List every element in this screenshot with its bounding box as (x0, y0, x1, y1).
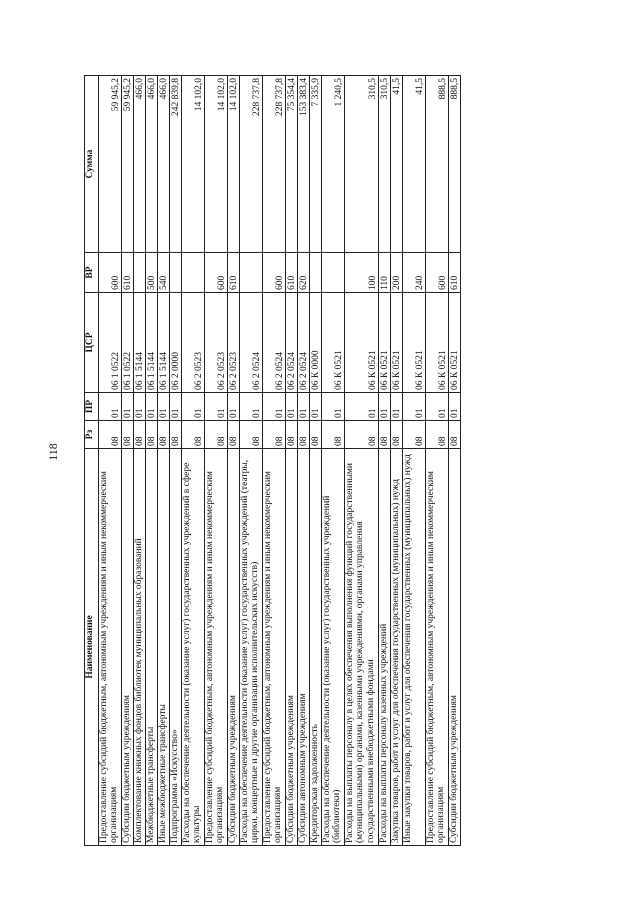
cell-name: Иные межбюджетные трансферты (158, 449, 170, 846)
table-row (379, 76, 391, 846)
cell-sum: 466,0 (158, 76, 170, 253)
table-row (345, 76, 379, 846)
cell-sum: 310,5 (345, 76, 379, 253)
cell-name: Межбюджетные трансферты (146, 449, 158, 846)
table-row (99, 76, 122, 846)
cell-vr: 540 (158, 253, 170, 293)
table-row (286, 76, 298, 846)
table-row (170, 76, 182, 846)
table-row (122, 76, 134, 846)
cell-pr: 01 (263, 393, 286, 421)
cell-sum: 1 240,5 (322, 76, 345, 253)
cell-name: Субсидии автономным учреждениям (298, 449, 310, 846)
cell-rz: 08 (403, 421, 426, 449)
cell-rz: 08 (170, 421, 182, 449)
cell-vr: 200 (391, 253, 403, 293)
table-row (298, 76, 310, 846)
cell-rz: 08 (379, 421, 391, 449)
header-name: Наименование (85, 449, 99, 846)
cell-pr: 01 (322, 393, 345, 421)
cell-csr: 06 К 0521 (449, 293, 461, 393)
cell-csr: 06 2 0524 (240, 293, 263, 393)
cell-csr: 06 К 0521 (345, 293, 379, 393)
cell-name: Подпрограмма «Искусство» (170, 449, 182, 846)
cell-csr: 06 1 5144 (146, 293, 158, 393)
table-row (228, 76, 240, 846)
cell-name: Предоставление субсидий бюджетным, автономным учреждениям и иным некоммерческим организациям (99, 449, 122, 846)
cell-name: Расходы на выплаты персоналу казенных учреждений (379, 449, 391, 846)
cell-pr: 01 (182, 393, 205, 421)
cell-csr: 06 К 0521 (391, 293, 403, 393)
cell-pr: 01 (379, 393, 391, 421)
cell-vr (240, 253, 263, 293)
cell-name: Расходы на обеспечение деятельности (оказание услуг) государственных учреждений (библиотеки) (322, 449, 345, 846)
cell-name: Иные закупки товаров, работ и услуг для обеспечения государственных (муниципальных) нужд (403, 449, 426, 846)
table-row (310, 76, 322, 846)
cell-name: Закупка товаров, работ и услуг для обеспечения государственных (муниципальных) нужд (391, 449, 403, 846)
cell-name: Кредиторская задолженность (310, 449, 322, 846)
cell-csr: 06 К 0521 (403, 293, 426, 393)
cell-vr: 610 (286, 253, 298, 293)
cell-pr: 01 (240, 393, 263, 421)
cell-rz: 08 (345, 421, 379, 449)
cell-sum: 466,0 (146, 76, 158, 253)
cell-pr: 01 (298, 393, 310, 421)
table-row (240, 76, 263, 846)
cell-csr: 06 К 0521 (379, 293, 391, 393)
cell-pr: 01 (99, 393, 122, 421)
table-row (391, 76, 403, 846)
cell-name: Предоставление субсидий бюджетным, автономным учреждениям и иным некоммерческим организациям (426, 449, 449, 846)
table-row (426, 76, 449, 846)
cell-pr: 01 (426, 393, 449, 421)
table-header-row (85, 76, 99, 846)
cell-sum: 228 737,8 (263, 76, 286, 253)
cell-rz: 08 (263, 421, 286, 449)
cell-csr: 06 2 0523 (182, 293, 205, 393)
cell-sum: 14 102,0 (205, 76, 228, 253)
cell-pr: 01 (134, 393, 146, 421)
budget-table (84, 75, 461, 846)
cell-csr: 06 2 0000 (170, 293, 182, 393)
cell-vr (310, 253, 322, 293)
cell-pr: 01 (449, 393, 461, 421)
header-pr: ПР (85, 393, 99, 421)
cell-rz: 08 (240, 421, 263, 449)
cell-pr: 01 (345, 393, 379, 421)
cell-vr: 610 (122, 253, 134, 293)
cell-rz: 08 (99, 421, 122, 449)
table-row (449, 76, 461, 846)
cell-csr: 06 2 0524 (263, 293, 286, 393)
cell-sum: 41,5 (403, 76, 426, 253)
cell-name: Расходы на обеспечение деятельности (оказание услуг) государственных учреждений (театры, цирки, концертные и другие организации исполнительских искусств) (240, 449, 263, 846)
cell-pr: 01 (403, 393, 426, 421)
cell-csr: 06 2 0524 (298, 293, 310, 393)
cell-name: Расходы на выплаты персоналу в целях обеспечения выполнения функций государственными (муниципальными) органами, казенными учреждениями, органами управления государственными внебюджетными фондами (345, 449, 379, 846)
cell-vr (322, 253, 345, 293)
cell-rz: 08 (298, 421, 310, 449)
cell-pr: 01 (391, 393, 403, 421)
cell-rz: 08 (228, 421, 240, 449)
cell-pr: 01 (205, 393, 228, 421)
cell-vr (134, 253, 146, 293)
cell-rz: 08 (182, 421, 205, 449)
cell-name: Субсидии бюджетным учреждениям (122, 449, 134, 846)
cell-sum: 888,5 (449, 76, 461, 253)
cell-csr: 06 1 5144 (158, 293, 170, 393)
rotated-table-container (84, 76, 461, 846)
cell-vr: 100 (345, 253, 379, 293)
cell-rz: 08 (322, 421, 345, 449)
cell-pr: 01 (228, 393, 240, 421)
cell-csr: 06 К 0000 (310, 293, 322, 393)
cell-vr (170, 253, 182, 293)
cell-csr: 06 1 0522 (122, 293, 134, 393)
header-sum: Сумма (85, 76, 99, 253)
cell-name: Субсидии бюджетным учреждениям (286, 449, 298, 846)
cell-rz: 08 (158, 421, 170, 449)
cell-vr: 600 (426, 253, 449, 293)
cell-vr: 600 (99, 253, 122, 293)
cell-name: Расходы на обеспечение деятельности (оказание услуг) государственных учреждений в сфере культуры (182, 449, 205, 846)
cell-sum: 7 335,9 (310, 76, 322, 253)
cell-pr: 01 (170, 393, 182, 421)
cell-sum: 466,0 (134, 76, 146, 253)
cell-vr: 610 (449, 253, 461, 293)
cell-name: Субсидии бюджетным учреждениям (228, 449, 240, 846)
cell-vr: 500 (146, 253, 158, 293)
cell-csr: 06 1 5144 (134, 293, 146, 393)
cell-vr: 600 (205, 253, 228, 293)
table-row (403, 76, 426, 846)
cell-rz: 08 (426, 421, 449, 449)
cell-name: Предоставление субсидий бюджетным, автономным учреждениям и иным некоммерческим организациям (205, 449, 228, 846)
cell-sum: 59 945,2 (122, 76, 134, 253)
cell-vr: 600 (263, 253, 286, 293)
cell-rz: 08 (205, 421, 228, 449)
cell-name: Субсидии бюджетным учреждениям (449, 449, 461, 846)
cell-vr: 110 (379, 253, 391, 293)
cell-vr: 610 (228, 253, 240, 293)
cell-sum: 228 737,8 (240, 76, 263, 253)
cell-rz: 08 (122, 421, 134, 449)
table-row (205, 76, 228, 846)
table-row (182, 76, 205, 846)
cell-pr: 01 (286, 393, 298, 421)
cell-sum: 242 839,8 (170, 76, 182, 253)
cell-sum: 310,5 (379, 76, 391, 253)
cell-pr: 01 (146, 393, 158, 421)
cell-sum: 41,5 (391, 76, 403, 253)
cell-csr: 06 2 0523 (205, 293, 228, 393)
cell-name: Комплектование книжных фондов библиотек муниципальных образований (134, 449, 146, 846)
cell-csr: 06 2 0523 (228, 293, 240, 393)
cell-sum: 153 383,4 (298, 76, 310, 253)
cell-csr: 06 2 0524 (286, 293, 298, 393)
cell-sum: 59 945,2 (99, 76, 122, 253)
cell-csr: 06 1 0522 (99, 293, 122, 393)
cell-pr: 01 (158, 393, 170, 421)
page-number: 118 (46, 443, 60, 461)
cell-rz: 08 (391, 421, 403, 449)
cell-name: Предоставление субсидий бюджетным, автономным учреждениям и иным некоммерческим организациям (263, 449, 286, 846)
cell-sum: 14 102,0 (182, 76, 205, 253)
cell-sum: 14 102,0 (228, 76, 240, 253)
header-csr: ЦСР (85, 293, 99, 393)
cell-csr: 06 К 0521 (322, 293, 345, 393)
cell-sum: 75 354,4 (286, 76, 298, 253)
cell-vr (182, 253, 205, 293)
cell-pr: 01 (122, 393, 134, 421)
table-row (158, 76, 170, 846)
header-vr: ВР (85, 253, 99, 293)
cell-vr: 240 (403, 253, 426, 293)
table-row (146, 76, 158, 846)
cell-rz: 08 (286, 421, 298, 449)
cell-rz: 08 (449, 421, 461, 449)
cell-pr: 01 (310, 393, 322, 421)
cell-rz: 08 (146, 421, 158, 449)
cell-rz: 08 (310, 421, 322, 449)
cell-rz: 08 (134, 421, 146, 449)
cell-csr: 06 К 0521 (426, 293, 449, 393)
cell-sum: 888,5 (426, 76, 449, 253)
table-row (134, 76, 146, 846)
table-row (263, 76, 286, 846)
header-rz: Рз (85, 421, 99, 449)
cell-vr: 620 (298, 253, 310, 293)
table-row (322, 76, 345, 846)
